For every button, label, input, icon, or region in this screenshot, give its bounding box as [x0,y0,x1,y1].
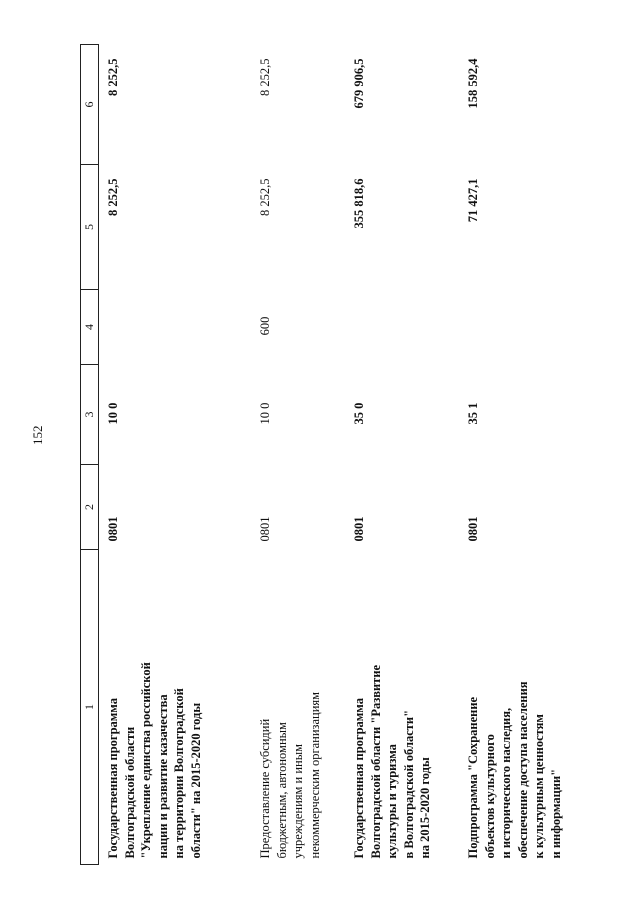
row-target: 10 0 [258,402,272,425]
row-target: 35 0 [352,402,366,425]
row-type: 600 [258,316,272,336]
budget-table [80,44,595,865]
row-sum6: 8 252,5 [258,58,272,96]
header-col-1: 1 [81,550,99,865]
header-col-3: 3 [81,365,99,465]
row-type [459,290,595,365]
row-sum5: 71 427,1 [466,178,480,223]
row-name: Подпрограмма "Сохранение объектов культурного и исторического наследия, обеспечение доступа населения к культурным ценностям и информации" [466,681,563,859]
row-name: Государственная программа Волгоградской области "Укрепление единства российской нации и развитие казачества на территории Волгоградской области" на 2015-2020 годы [106,662,203,859]
row-sum6: 8 252,5 [106,58,120,96]
row-code: 0801 [352,516,366,542]
table-row [251,45,345,865]
table-row [459,45,595,865]
row-type [99,290,252,365]
row-sum5: 8 252,5 [258,178,272,216]
row-name: Государственная программа Волгоградской области "Развитие культуры и туризма в Волгоградской области" на 2015-2020 годы [352,664,432,859]
row-sum5: 8 252,5 [106,178,120,216]
header-col-6: 6 [81,45,99,165]
rotated-page [30,45,610,865]
header-col-2: 2 [81,465,99,550]
row-sum6: 158 592,4 [466,58,480,109]
row-target: 10 0 [106,402,120,425]
row-code: 0801 [258,516,272,542]
row-sum5: 355 818,6 [352,178,366,229]
header-col-4: 4 [81,290,99,365]
row-type [345,290,459,365]
row-sum6: 679 906,5 [352,58,366,109]
table-row [99,45,252,865]
header-col-5: 5 [81,165,99,290]
row-code: 0801 [106,516,120,542]
row-code: 0801 [466,516,480,542]
row-target: 35 1 [466,402,480,425]
header-row [81,45,99,865]
page-number: 152 [30,425,45,445]
row-name: Предоставление субсидий бюджетным, автономным учреждениям и иным некоммерческим организациям [258,691,322,859]
table-row [345,45,459,865]
